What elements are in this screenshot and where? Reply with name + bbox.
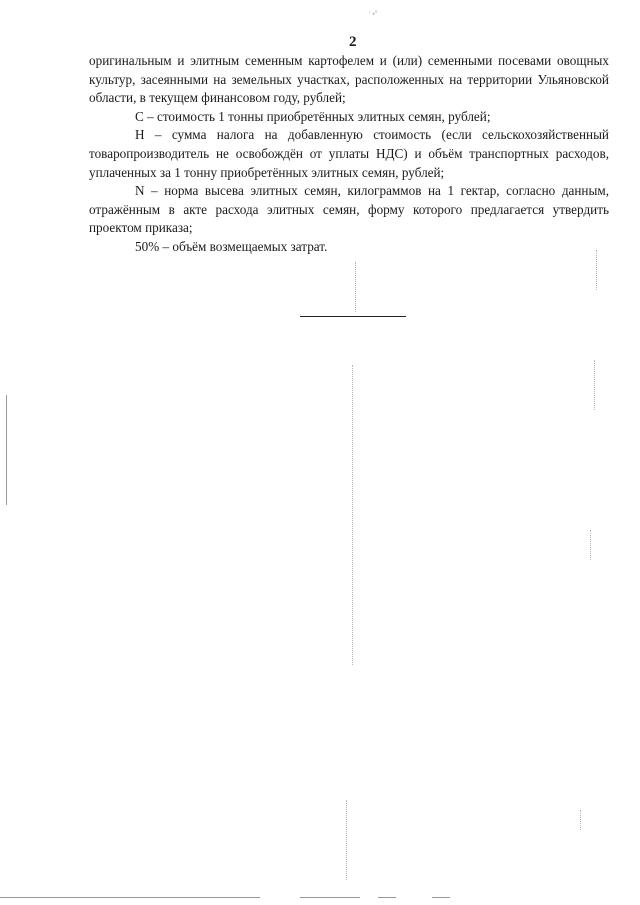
scan-artifact (596, 250, 597, 290)
scan-artifact (300, 897, 360, 898)
scan-artifact (355, 262, 356, 312)
scan-artifact (432, 897, 450, 898)
scan-artifact (352, 365, 353, 665)
end-of-text-rule (300, 316, 406, 317)
scan-artifact (378, 897, 396, 898)
body-text (89, 52, 609, 257)
paragraph-continuation: оригинальным и элитным семенным картофелем и (или) семенными посевами овощных культур, засеянными на земельных участках, расположенных на территории Ульяновской области, в текущем финансовом году, рублей; (89, 53, 609, 106)
paragraph-h-definition: Н – сумма налога на добавленную стоимость (если сельскохозяйственный товаропроизводитель не освобождён от уплаты НДС) и объём транспортных расходов, уплаченных за 1 тонну приобретённых элитных семян, рублей; (89, 127, 609, 180)
scan-artifact (0, 897, 260, 898)
paragraph-n-definition: N – норма высева элитных семян, килограммов на 1 гектар, согласно данным, отражённым в акте расхода элитных семян, форму которого предлагается утвердить проектом приказа; (89, 183, 609, 236)
scan-mark: ˙ ᵉ˚ (368, 10, 378, 19)
page-number: 2 (349, 34, 357, 50)
paragraph-c-definition: С – стоимость 1 тонны приобретённых элитных семян, рублей; (135, 108, 491, 124)
paragraph-percent-definition: 50% – объём возмещаемых затрат. (135, 238, 328, 254)
scan-artifact (346, 800, 347, 880)
scan-edge-left (6, 395, 7, 505)
scan-artifact (594, 360, 595, 410)
scan-artifact (580, 810, 581, 830)
scan-artifact (590, 530, 591, 560)
